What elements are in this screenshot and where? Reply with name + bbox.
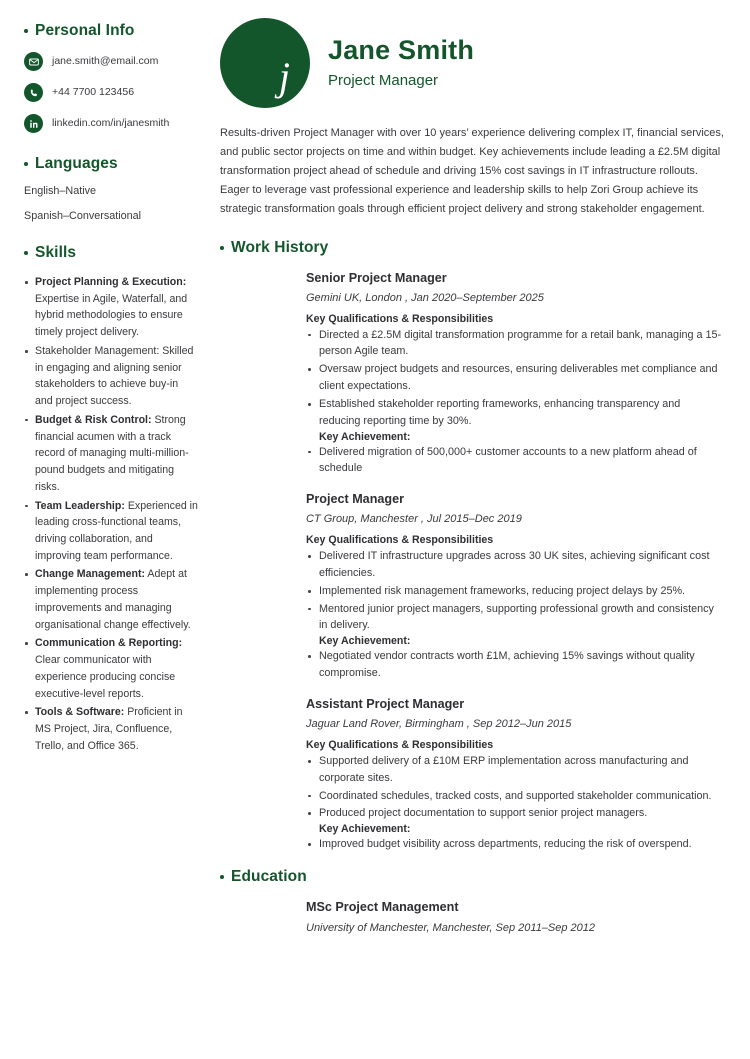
skill-label: Team Leadership: (35, 499, 125, 512)
skill-item (24, 704, 198, 754)
skill-item (24, 498, 198, 565)
contact-row[interactable] (24, 114, 198, 133)
achievement-bullet: Improved budget visibility across departments, reducing the risk of overspend. (306, 836, 724, 853)
job-bullet: Delivered IT infrastructure upgrades across 30 UK sites, achieving significant cost efficiencies. (306, 548, 724, 582)
skill-text: Expertise in Agile, Waterfall, and hybrid methodologies to ensure timely project delivery. (35, 292, 188, 339)
job-bullet: Produced project documentation to support senior project managers. (306, 805, 724, 822)
job-subheading: Key Qualifications & Responsibilities (306, 534, 494, 547)
bullet-dot-icon (24, 29, 28, 33)
section-heading-languages (24, 155, 198, 173)
phone-icon (24, 83, 43, 102)
contact-value: jane.smith@email.com (52, 55, 159, 68)
achievement-bullet-list (306, 648, 724, 682)
key-achievement-label: Key Achievement: (319, 430, 411, 443)
candidate-role: Project Manager (328, 71, 439, 89)
skill-text: Experienced in leading cross-functional teams, driving collaboration, and improving team performance. (35, 499, 198, 562)
personal-info-section (24, 22, 198, 133)
skill-label: Budget & Risk Control: (35, 413, 152, 426)
language-item: Spanish–Conversational (24, 210, 142, 222)
work-history-section (220, 239, 724, 854)
bullet-dot-icon (220, 875, 224, 879)
job-bullet: Implemented risk management frameworks, reducing project delays by 25%. (306, 583, 724, 600)
job-meta: CT Group, Manchester , Jul 2015–Dec 2019 (306, 513, 522, 526)
sidebar (0, 0, 212, 1059)
identity-block (328, 36, 474, 90)
section-heading-education (220, 868, 724, 886)
skill-label: Change Management: (35, 568, 146, 581)
education-meta: University of Manchester, Manchester, Sep 2011–Sep 2012 (306, 922, 596, 935)
job-title: Project Manager (306, 492, 404, 507)
skill-label: Project Planning & Execution: (35, 276, 187, 288)
candidate-name: Jane Smith (328, 35, 475, 66)
job-bullet-list (306, 327, 724, 430)
linkedin-icon (24, 114, 43, 133)
section-heading-label: Languages (35, 155, 118, 172)
job-title: Senior Project Manager (306, 270, 447, 285)
envelope-icon (24, 52, 43, 71)
section-heading-label: Work History (231, 238, 329, 256)
language-list (24, 185, 198, 222)
section-heading-label: Personal Info (35, 22, 135, 39)
contact-list (24, 52, 198, 133)
key-achievement-label: Key Achievement: (319, 823, 411, 836)
achievement-bullet: Delivered migration of 500,000+ customer accounts to a new platform ahead of schedule (306, 444, 724, 478)
job-entry (306, 271, 724, 478)
section-heading-skills (24, 244, 198, 262)
skill-item (24, 343, 198, 410)
section-heading-personal-info (24, 22, 198, 40)
skill-text: Strong financial acumen with a track record of managing multi-million-pound budgets and mitigating risks. (35, 413, 189, 493)
language-item: English–Native (24, 185, 97, 197)
bullet-dot-icon (220, 246, 224, 250)
avatar-initial: j (278, 54, 290, 99)
education-list (220, 900, 724, 934)
skill-text: Clear communicator with experience producing concise executive-level reports. (35, 654, 176, 700)
resume-header (220, 18, 724, 108)
job-meta: Jaguar Land Rover, Birmingham , Sep 2012–Jun 2015 (306, 717, 572, 730)
contact-value: +44 7700 123456 (52, 86, 135, 99)
bullet-dot-icon (24, 251, 28, 255)
job-bullet: Established stakeholder reporting frameworks, enhancing transparency and reducing reporting time by 30%. (306, 396, 724, 430)
job-entry (306, 492, 724, 682)
education-section (220, 868, 724, 934)
skill-text: Proficient in MS Project, Jira, Confluence, Trello, and Office 365. (35, 706, 183, 752)
contact-value: linkedin.com/in/janesmith (52, 117, 170, 130)
skill-text: Skilled in engaging and aligning senior stakeholders to achieve buy-in and project success. (35, 344, 194, 408)
education-entry (306, 900, 724, 934)
job-title: Assistant Project Manager (306, 696, 465, 711)
job-bullet: Mentored junior project managers, supporting professional growth and consistency in delivery. (306, 601, 724, 635)
job-bullet-list (306, 753, 724, 822)
job-meta: Gemini UK, London , Jan 2020–September 2025 (306, 291, 544, 304)
skill-text: Adept at implementing process improvements and managing organisational change effectively. (35, 568, 191, 631)
job-subheading: Key Qualifications & Responsibilities (306, 312, 494, 325)
job-entry (306, 697, 724, 853)
education-title: MSc Project Management (306, 900, 459, 915)
job-bullet: Coordinated schedules, tracked costs, and supported stakeholder communication. (306, 788, 724, 805)
skill-item (24, 274, 198, 341)
skill-item (24, 566, 198, 633)
job-bullet: Directed a £2.5M digital transformation programme for a retail bank, managing a 15-person Agile team. (306, 327, 724, 361)
job-bullet-list (306, 548, 724, 634)
achievement-bullet-list (306, 444, 724, 478)
key-achievement-label: Key Achievement: (319, 635, 411, 648)
skills-section (24, 244, 198, 755)
main-content (212, 0, 750, 1059)
skill-label: Tools & Software: (35, 706, 125, 719)
section-heading-label: Education (231, 868, 307, 886)
skill-item (24, 412, 198, 496)
bullet-dot-icon (24, 162, 28, 166)
achievement-bullet-list (306, 836, 724, 853)
avatar (220, 18, 310, 108)
professional-summary: Results-driven Project Manager with over 10 years’ experience delivering complex IT, financial services, and public sector projects on time and within budget. Key achievements include leading a £2.5M digital transformation project ahead of schedule and driving 15% cost savings in IT infrastructure rollouts. Eager to leverage vast professional experience and leadership skills to help Zori Group achieve its strategic transformation goals through efficient project delivery and strong stakeholder engagement. (220, 127, 724, 215)
job-bullet: Oversaw project budgets and resources, ensuring deliverables met compliance and client expectations. (306, 361, 724, 395)
contact-row[interactable] (24, 83, 198, 102)
contact-row[interactable] (24, 52, 198, 71)
skill-label: Communication & Reporting: (35, 637, 183, 650)
skill-list (24, 274, 198, 755)
job-list (220, 271, 724, 854)
job-bullet: Supported delivery of a £10M ERP implementation across manufacturing and corporate sites. (306, 753, 724, 787)
skill-item (24, 635, 198, 702)
languages-section (24, 155, 198, 222)
achievement-bullet: Negotiated vendor contracts worth £1M, achieving 15% savings without quality compromise. (306, 648, 724, 682)
section-heading-label: Skills (35, 244, 77, 261)
section-heading-work-history (220, 239, 724, 257)
job-subheading: Key Qualifications & Responsibilities (306, 738, 494, 751)
skill-label: Stakeholder Management: (35, 344, 160, 357)
